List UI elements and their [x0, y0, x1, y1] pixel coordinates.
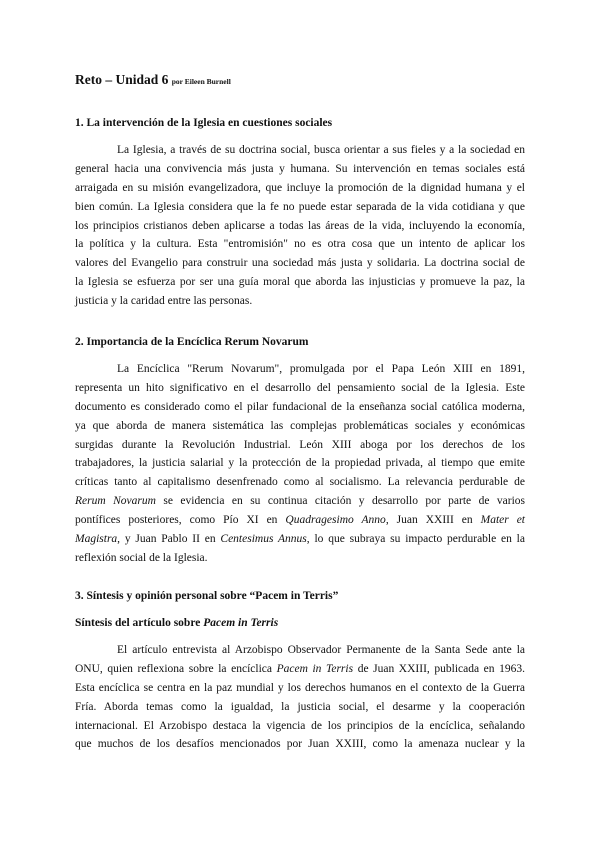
work-title: Centesimus Annus [220, 533, 307, 546]
paragraph-line: que muchos de los desafíos mencionados por Juan XXIII, como la amenaza nuclear y la [75, 738, 525, 751]
paragraph-line: La Iglesia, a través de su doctrina social, busca orientar a sus fieles y a la sociedad en [117, 144, 525, 156]
line-text: , lo que subraya su impacto perdurable en la [306, 533, 525, 546]
paragraph-line: la política y la cultura. Esta "entromisión" no es otra cosa que un intento de aplicar los [75, 238, 525, 251]
section-3-paragraph [75, 641, 525, 754]
section-3-subheading [75, 617, 278, 629]
section-2-heading: 2. Importancia de la Encíclica Rerum Novarum [75, 336, 309, 348]
section-1-paragraph [75, 141, 525, 311]
paragraph-line [75, 511, 525, 530]
paragraph-line: documento es considerado como el pilar fundacional de la enseñanza social católica moderna, [75, 400, 525, 413]
paragraph-line: surgidas durante la Revolución Industrial. León XIII aboga por los derechos de los [75, 438, 525, 451]
line-text: , y Juan Pablo II en [117, 533, 221, 546]
paragraph-line: la Iglesia se esfuerza por ser una guía moral que aborda las injusticias y promueve la paz, la [75, 276, 525, 289]
line-text: pontífices posteriores, como Pío XI en [75, 514, 286, 527]
line-text: de Juan XXIII, publicada en 1963. [353, 662, 525, 675]
author-byline: por Eileen Burnell [171, 77, 231, 86]
title-text: Reto – Unidad 6 [75, 72, 169, 87]
section-3-heading: 3. Síntesis y opinión personal sobre “Pacem in Terris” [75, 590, 339, 602]
paragraph-line [75, 492, 525, 511]
work-title: Magistra [75, 533, 118, 546]
paragraph-line [75, 530, 525, 549]
work-title: Pacem in Terris [276, 662, 354, 675]
work-title: Rerum Novarum [75, 495, 156, 508]
line-text: , Juan XXIII en [385, 514, 481, 527]
paragraph-line: justicia y la caridad entre las personas. [75, 295, 253, 308]
paragraph-line: trabajadores, la justicia salarial y la protección de la propiedad privada, al tiempo que emite [75, 457, 525, 470]
paragraph-line: los principios cristianos deben aplicarse a todas las áreas de la vida, incluyendo la economía, [75, 219, 525, 232]
paragraph-line: críticas tanto al capitalismo desenfrenado como al socialismo. La relevancia perdurable de [75, 476, 525, 489]
paragraph-line: Esta encíclica se centra en la paz mundial y los derechos humanos en el contexto de la Guerra [75, 681, 525, 694]
paragraph-line: El artículo entrevista al Arzobispo Observador Permanente de la Santa Sede ante la [117, 644, 525, 656]
paragraph-line: reflexión social de la Iglesia. [75, 551, 208, 564]
paragraph-line: ya que aborda de manera sistemática las complejas problemáticas sociales y económicas [75, 419, 525, 432]
work-title: Pacem in Terris [203, 617, 279, 629]
line-text: se evidencia en su continua citación y desarrollo por parte de varios [155, 495, 526, 508]
work-title: Mater et [480, 514, 526, 527]
section-2-paragraph [75, 360, 525, 568]
paragraph-line: Fría. Aborda temas como la igualdad, la justicia social, el desarme y la cooperación [75, 700, 525, 713]
paragraph-line: bien común. La Iglesia considera que la fe no puede estar separada de la vida cotidiana y que [75, 200, 525, 213]
paragraph-line: internacional. El Arzobispo destaca la vigencia de los principios de la encíclica, señalando [75, 719, 525, 732]
document-title [75, 72, 231, 88]
paragraph-line [75, 660, 525, 679]
paragraph-line: La Encíclica "Rerum Novarum", promulgada por el Papa León XIII en 1891, [117, 363, 525, 375]
work-title: Quadragesimo Anno [285, 514, 386, 527]
section-1-heading: 1. La intervención de la Iglesia en cuestiones sociales [75, 117, 333, 129]
subheading-text: Síntesis del artículo sobre [75, 617, 204, 629]
paragraph-line: general hacia una convivencia más justa y humana. Su intervención en temas sociales está [75, 162, 525, 175]
paragraph-line: valores del Evangelio para construir una sociedad más justa y solidaria. La doctrina social de [75, 257, 525, 270]
line-text: ONU, quien reflexiona sobre la encíclica [75, 662, 277, 675]
paragraph-line: representa un hito significativo en el desarrollo del pensamiento social de la Iglesia. Este [75, 381, 525, 394]
paragraph-line: arraigada en su misión evangelizadora, que incluye la promoción de la dignidad humana y el [75, 181, 525, 194]
